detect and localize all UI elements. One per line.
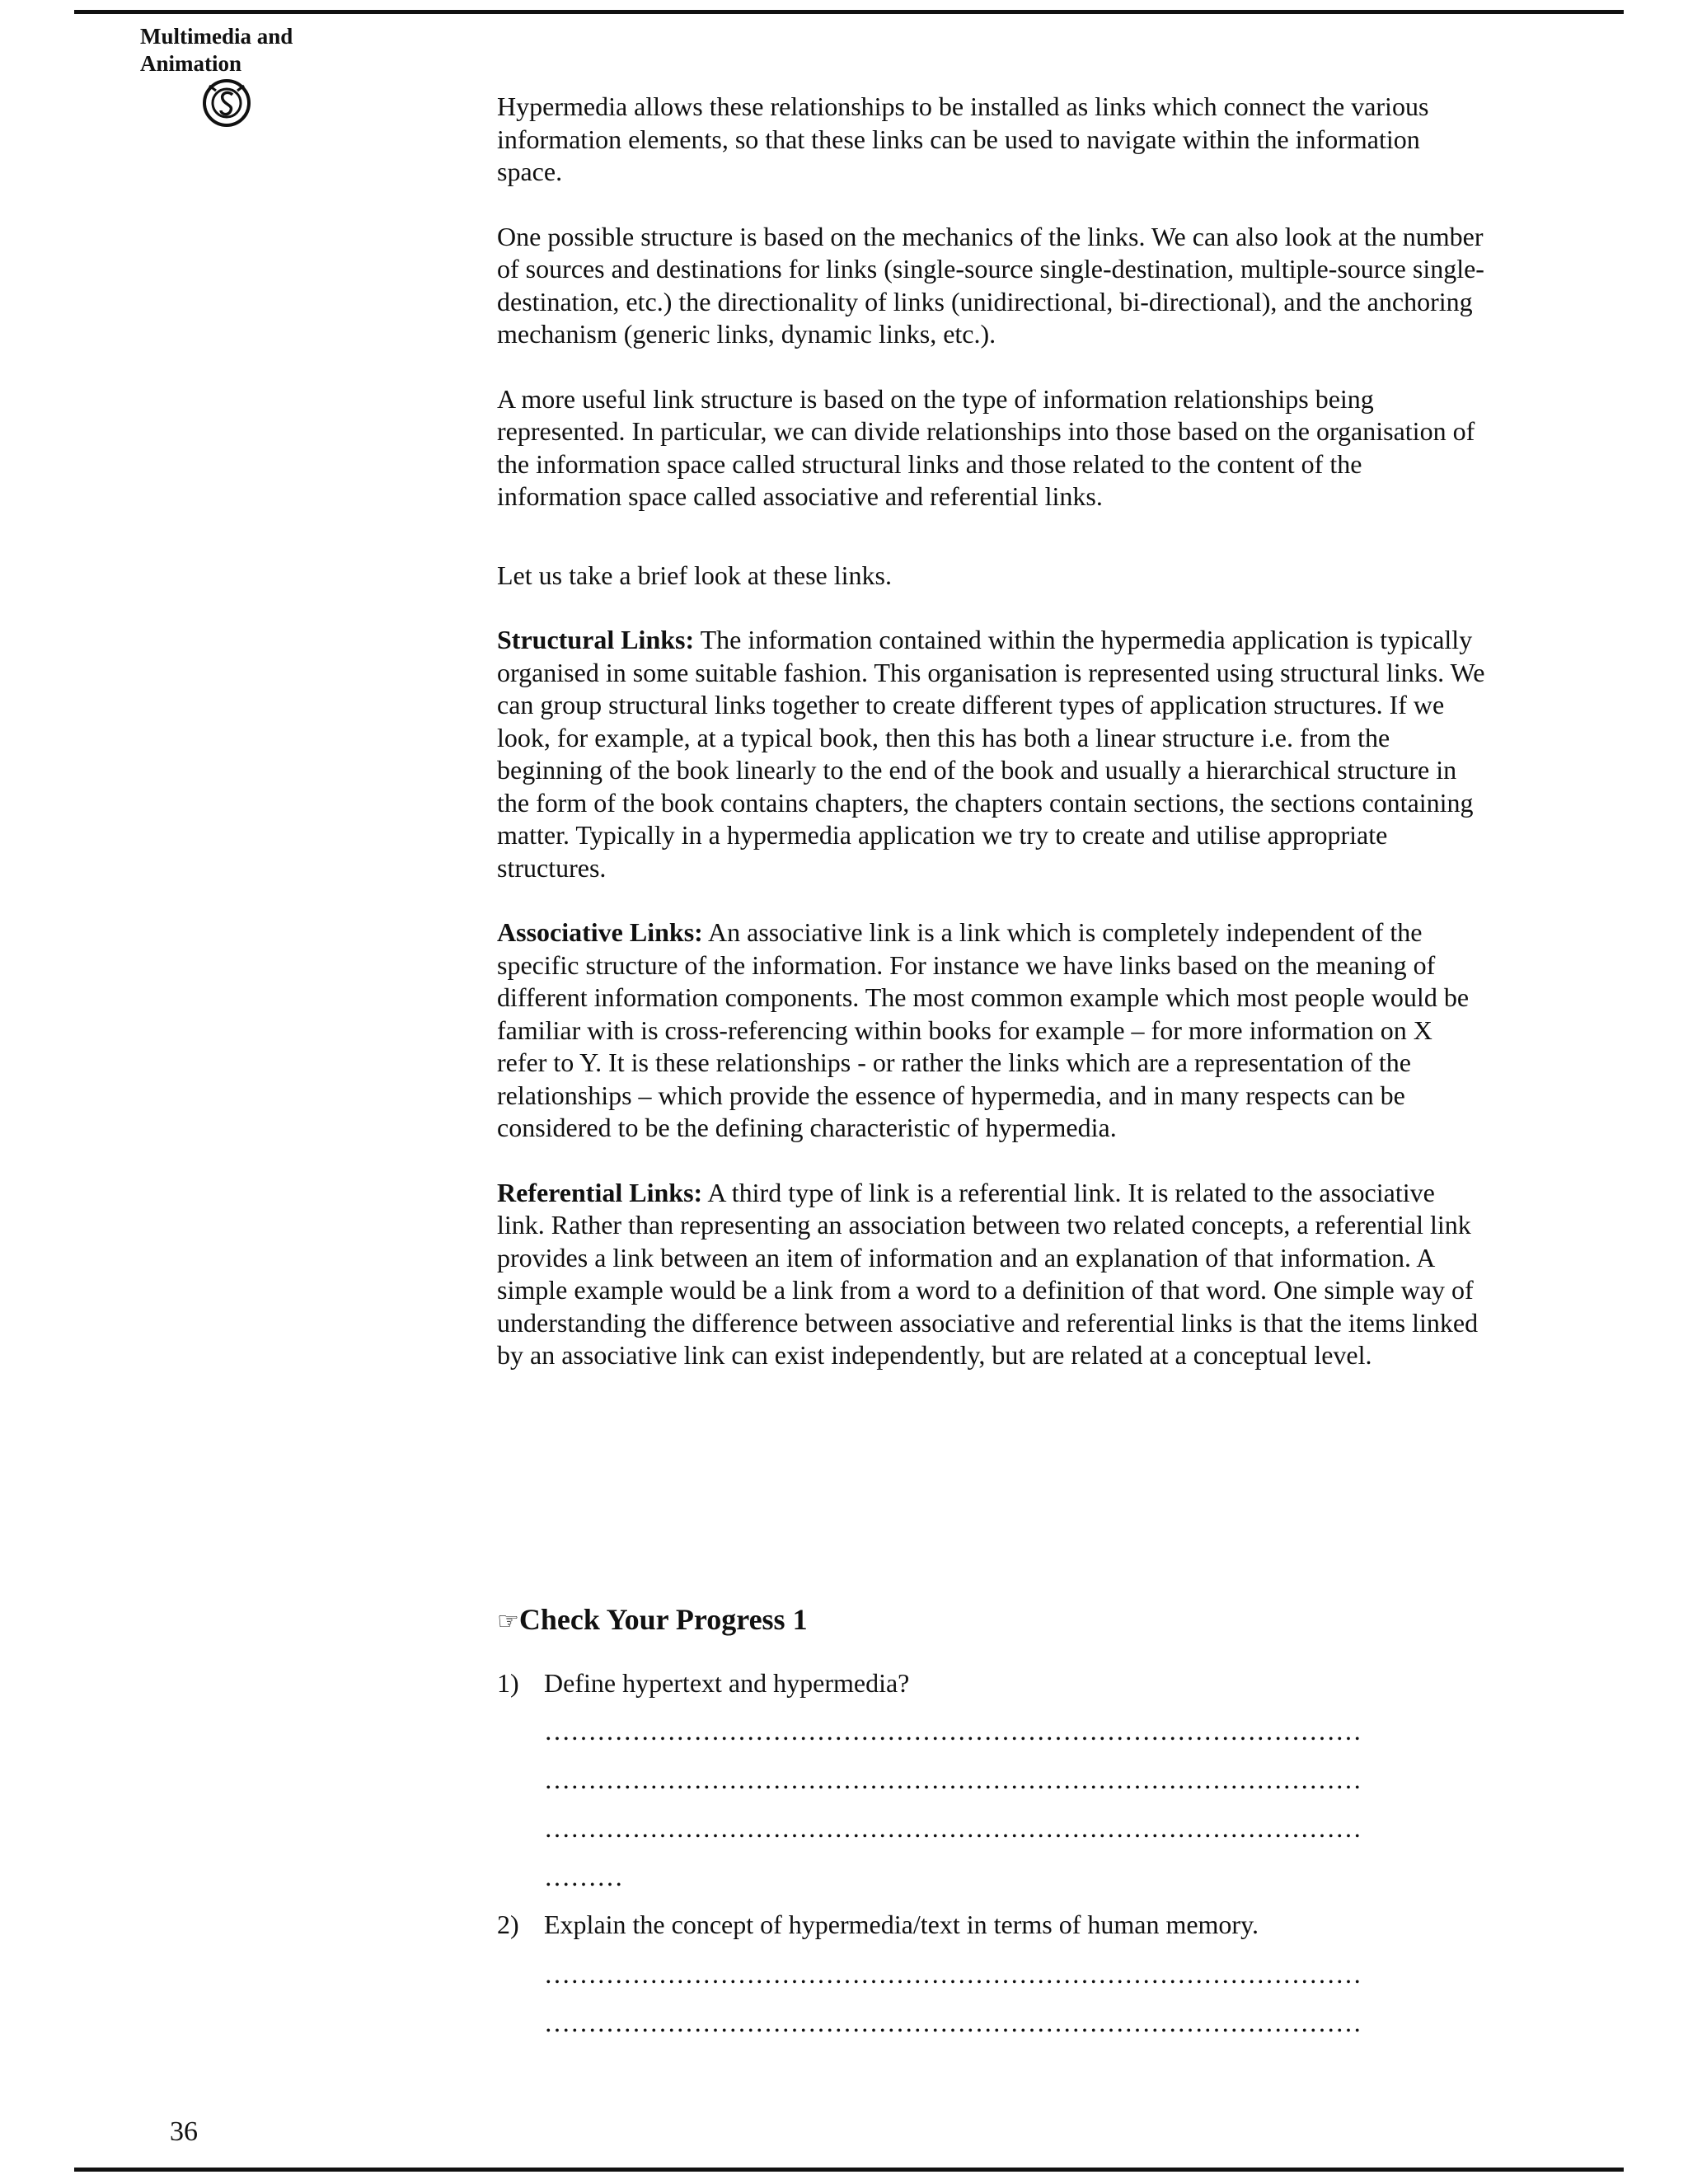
check-your-progress-heading bbox=[497, 1601, 808, 1640]
question-1 bbox=[497, 1666, 909, 1699]
answer-line-2b[interactable]: ………………………………………………………………………………… bbox=[544, 2008, 1362, 2037]
course-title-line1: Multimedia and bbox=[140, 24, 293, 49]
paragraph-link-mechanics: One possible structure is based on the mechanics of the links. We can also look at the number of sources and destinations for links (single-source single-destination, multiple-source single-destination, etc.) the directionality of links (unidirectional, bi-directional), and the anchoring mechanism (generic links, dynamic links, etc.). bbox=[497, 221, 1484, 349]
course-title-line2: Animation bbox=[140, 51, 242, 76]
answer-line-2a[interactable]: ………………………………………………………………………………… bbox=[544, 1959, 1362, 1989]
answer-line-1b[interactable]: ………………………………………………………………………………… bbox=[544, 1765, 1362, 1794]
referential-links-text: A third type of link is a referential link. It is related to the associative link. Rather than representing an association between two related concepts, a referential link provides a link between an item of information and an explanation of that information. A simple example would be a link from a word to a definition of that word. One simple way of understanding the difference between associative and referential links is that the items linked by an associative link can exist independently, but are related at a conceptual level. bbox=[497, 1177, 1479, 1370]
structural-links-term: Structural Links: bbox=[497, 625, 695, 654]
university-emblem-icon bbox=[201, 76, 252, 129]
answer-line-1d[interactable]: ……… bbox=[544, 1862, 623, 1891]
pointing-hand-icon: ☞ bbox=[497, 1607, 519, 1636]
question-2-number: 2) bbox=[497, 1910, 519, 1939]
question-2-text: Explain the concept of hypermedia/text in terms of human memory. bbox=[544, 1910, 1259, 1939]
associative-links-term: Associative Links: bbox=[497, 917, 703, 947]
top-rule bbox=[74, 10, 1624, 14]
answer-line-1c[interactable]: ………………………………………………………………………………… bbox=[544, 1813, 1362, 1843]
course-title bbox=[140, 23, 293, 77]
main-text bbox=[497, 91, 1486, 1404]
paragraph-referential-links bbox=[497, 1177, 1486, 1372]
answer-line-1a[interactable]: ………………………………………………………………………………… bbox=[544, 1716, 1362, 1746]
associative-links-text: An associative link is a link which is completely independent of the specific structure of the information. For instance we have links based on the meaning of different information components. The most common example which most people would be familiar with is cross-referencing within books for example – for more information on X refer to Y. It is these relationships - or rather the links which are a representation of the relationships – which provide the essence of hypermedia, and in many respects can be considered to be the defining characteristic of hypermedia. bbox=[497, 917, 1470, 1142]
check-your-progress-title: Check Your Progress 1 bbox=[518, 1603, 808, 1636]
paragraph-associative-links bbox=[497, 916, 1486, 1145]
question-1-number: 1) bbox=[497, 1668, 519, 1698]
structural-links-text: The information contained within the hypermedia application is typically organised in some suitable fashion. This organisation is represented using structural links. We can group structural links together to create different types of application structures. If we look, for example, at a typical book, then this has both a linear structure i.e. from the beginning of the book linearly to the end of the book and usually a hierarchical structure in the form of the book contains chapters, the chapters contain sections, the sections containing matter. Typically in a hypermedia application we try to create and utilise appropriate structures. bbox=[497, 625, 1485, 883]
question-1-text: Define hypertext and hypermedia? bbox=[544, 1668, 910, 1698]
paragraph-hypermedia-relationships: Hypermedia allows these relationships to be installed as links which connect the various information elements, so that these links can be used to navigate within the information space. bbox=[497, 91, 1429, 186]
bottom-rule bbox=[74, 2168, 1624, 2172]
page-number: 36 bbox=[170, 2116, 198, 2147]
question-2 bbox=[497, 1908, 1259, 1941]
referential-links-term: Referential Links: bbox=[497, 1177, 703, 1207]
paragraph-brief-look: Let us take a brief look at these links. bbox=[497, 560, 892, 590]
paragraph-structural-links bbox=[497, 624, 1486, 884]
paragraph-link-structure: A more useful link structure is based on the type of information relationships being represented. In particular, we can divide relationships into those based on the organisation of the information space called structural links and those related to the content of the information space called associative and referential links. bbox=[497, 383, 1475, 511]
